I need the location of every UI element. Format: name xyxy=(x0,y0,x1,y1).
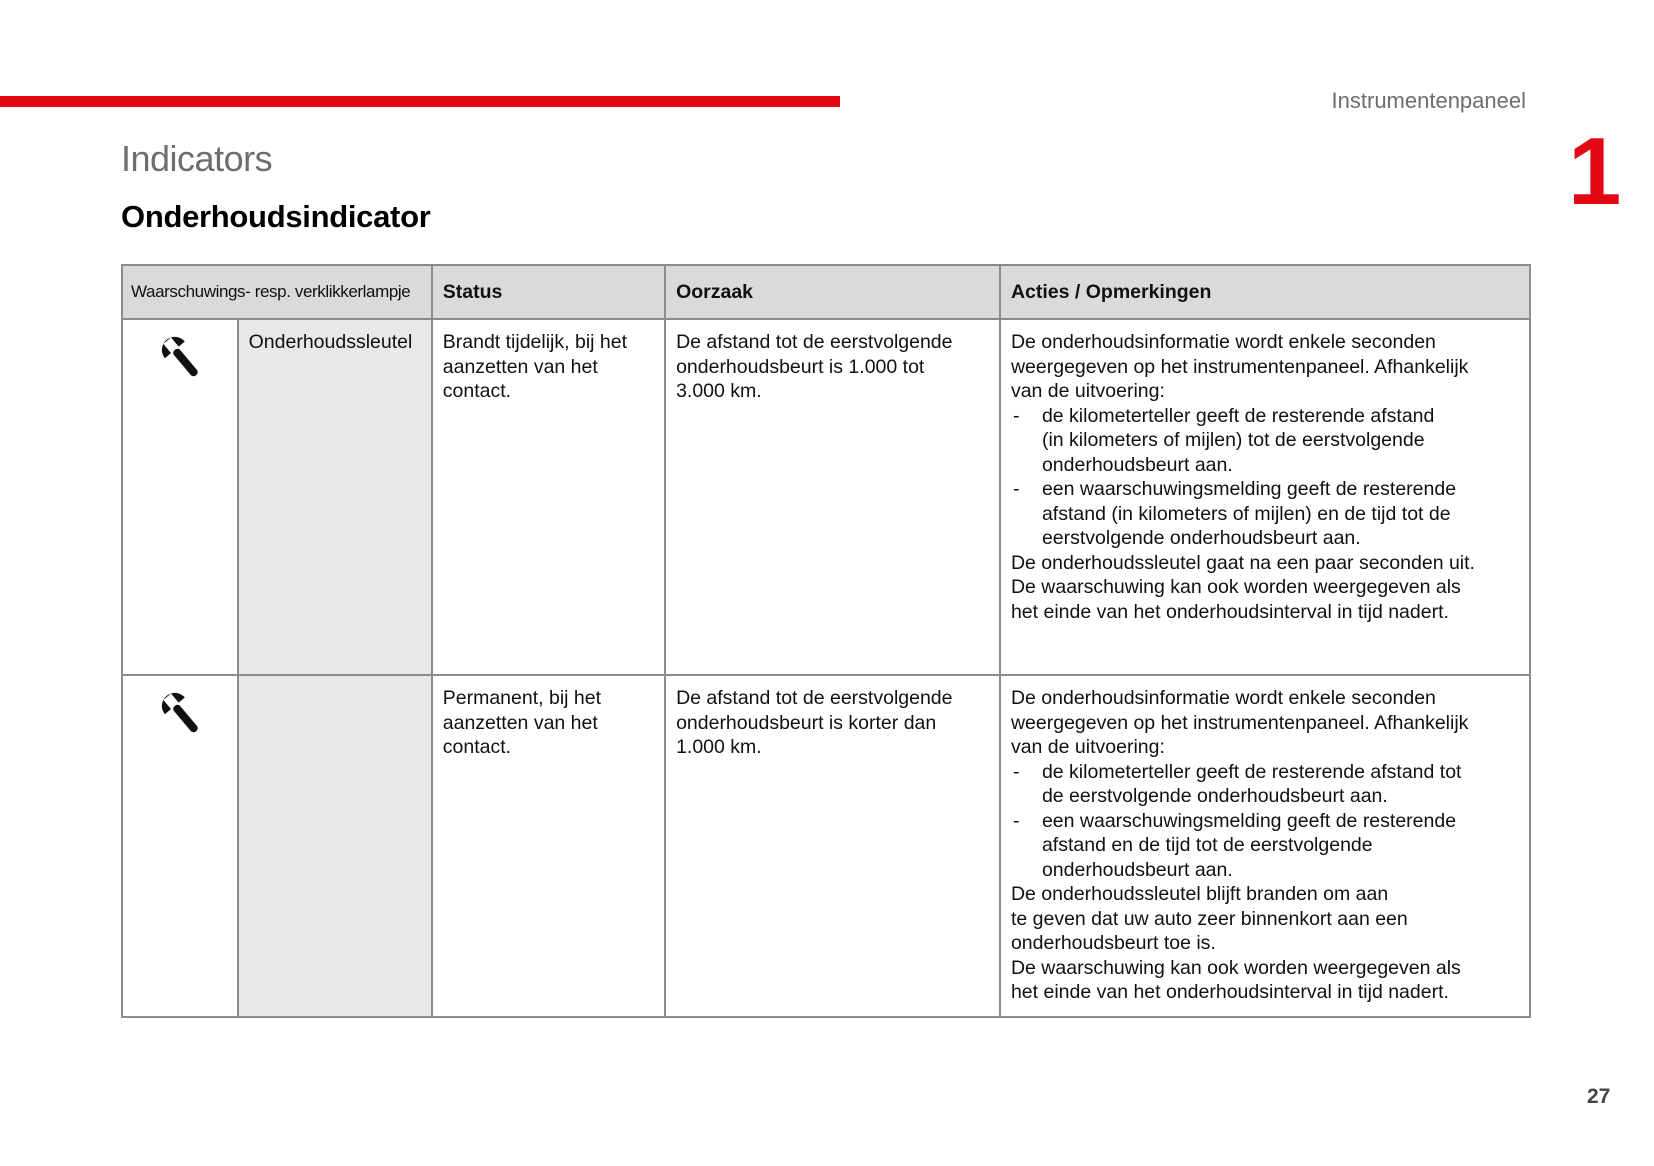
section-title: Instrumentenpaneel xyxy=(1331,88,1526,113)
actions-cell xyxy=(1000,675,1530,1017)
indicator-table xyxy=(121,264,1531,1018)
lamp-name-cell xyxy=(238,319,432,675)
table-row xyxy=(122,319,1530,675)
lamp-name-cell xyxy=(238,675,432,1017)
list-item-line: afstand en de tijd tot de eerstvolgende xyxy=(1041,834,1373,856)
list-item-line: (in kilometers of mijlen) tot de eerstvolgende xyxy=(1041,429,1425,451)
header-accent-bar xyxy=(0,96,840,107)
table-row xyxy=(122,675,1530,1017)
column-header-lamp: Waarschuwings- resp. verklikkerlampje xyxy=(122,265,432,319)
actions-line: onderhoudsbeurt toe is. xyxy=(1010,932,1216,954)
cause-line: onderhoudsbeurt is korter dan xyxy=(676,711,937,734)
list-item-line: - de kilometerteller geeft de resterende afstand tot xyxy=(1041,760,1462,783)
actions-list xyxy=(1011,760,1519,883)
list-item-line: eerstvolgende onderhoudsbeurt aan. xyxy=(1041,527,1361,549)
actions-line: De onderhoudssleutel blijft branden om aan xyxy=(1010,883,1389,905)
status-line: contact. xyxy=(442,380,512,402)
cause-cell xyxy=(665,319,1000,675)
list-item xyxy=(1011,760,1519,809)
list-item-line: onderhoudsbeurt aan. xyxy=(1041,453,1233,476)
actions-line: De onderhoudsinformatie wordt enkele seconden xyxy=(1010,331,1436,353)
column-header-cause: Oorzaak xyxy=(665,265,1000,319)
actions-line: De onderhoudsinformatie wordt enkele seconden xyxy=(1010,687,1436,709)
wrench-icon xyxy=(154,686,206,738)
list-item xyxy=(1011,404,1519,478)
list-item-line: - de kilometerteller geeft de resterende afstand xyxy=(1041,404,1435,427)
list-item-line: onderhoudsbeurt aan. xyxy=(1041,858,1233,881)
status-line: Brandt tijdelijk, bij het xyxy=(442,331,628,353)
actions-line: van de uitvoering: xyxy=(1010,380,1165,402)
column-header-status: Status xyxy=(432,265,665,319)
list-item-line: - een waarschuwingsmelding geeft de resterende xyxy=(1041,478,1457,500)
list-item xyxy=(1011,809,1519,883)
status-line: Permanent, bij het xyxy=(442,687,602,709)
cause-line: onderhoudsbeurt is 1.000 tot xyxy=(676,355,925,378)
cause-line: 1.000 km. xyxy=(676,736,762,758)
list-item xyxy=(1011,477,1519,551)
actions-line: De onderhoudssleutel gaat na een paar seconden uit. xyxy=(1010,551,1475,574)
actions-line: weergegeven op het instrumentenpaneel. Afhankelijk xyxy=(1010,711,1469,734)
table-header-row xyxy=(122,265,1530,319)
lamp-icon-cell xyxy=(122,675,238,1017)
page-number: 27 xyxy=(1587,1085,1611,1108)
actions-line: De waarschuwing kan ook worden weergegeven als xyxy=(1010,576,1461,598)
actions-line: te geven dat uw auto zeer binnenkort aan een xyxy=(1010,907,1408,930)
status-cell xyxy=(432,319,665,675)
cause-line: 3.000 km. xyxy=(676,380,762,402)
status-line: aanzetten van het xyxy=(442,711,598,734)
status-line: contact. xyxy=(442,736,512,758)
cause-cell xyxy=(665,675,1000,1017)
wrench-icon xyxy=(154,330,206,382)
actions-line: het einde van het onderhoudsinterval in tijd nadert. xyxy=(1010,600,1449,623)
actions-line: De waarschuwing kan ook worden weergegeven als xyxy=(1010,956,1461,979)
status-cell xyxy=(432,675,665,1017)
actions-cell xyxy=(1000,319,1530,675)
page-subtitle: Onderhoudsindicator xyxy=(121,199,431,234)
list-item-line: - een waarschuwingsmelding geeft de resterende xyxy=(1041,809,1457,832)
page-title: Indicators xyxy=(121,138,273,179)
cause-line: De afstand tot de eerstvolgende xyxy=(676,331,953,353)
actions-line: weergegeven op het instrumentenpaneel. Afhankelijk xyxy=(1010,355,1469,378)
list-item-line: afstand (in kilometers of mijlen) en de tijd tot de xyxy=(1041,502,1451,525)
actions-line: het einde van het onderhoudsinterval in tijd nadert. xyxy=(1010,981,1449,1003)
actions-line: van de uitvoering: xyxy=(1010,736,1165,758)
list-item-line: de eerstvolgende onderhoudsbeurt aan. xyxy=(1041,785,1388,807)
column-header-actions: Acties / Opmerkingen xyxy=(1000,265,1530,319)
chapter-number: 1 xyxy=(1568,118,1622,225)
lamp-name: Onderhoudssleutel xyxy=(248,331,413,353)
lamp-icon-cell xyxy=(122,319,238,675)
cause-line: De afstand tot de eerstvolgende xyxy=(676,687,953,709)
actions-list xyxy=(1011,404,1519,551)
status-line: aanzetten van het xyxy=(442,355,598,378)
